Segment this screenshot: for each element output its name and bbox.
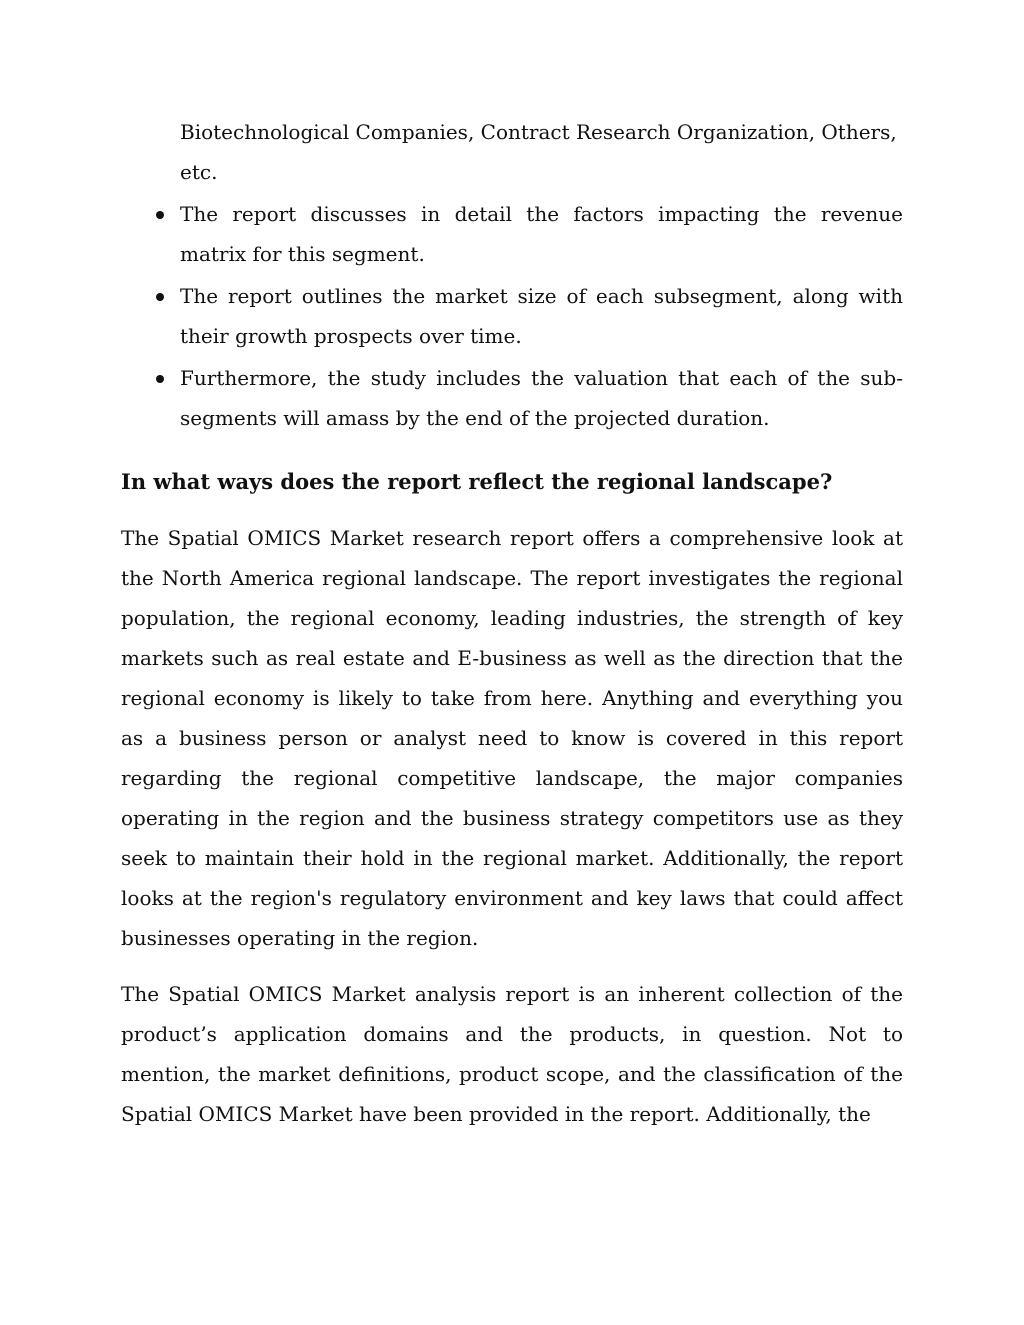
- document-page: [121, 112, 903, 1134]
- list-item: [121, 358, 903, 438]
- bullet-list: [121, 194, 903, 438]
- paragraph-regional-landscape: The Spatial OMICS Market research report offers a comprehensive look at the North America regional landscape. The report investigates the regional population, the regional economy, leading industries, the strength of key markets such as real estate and E-business as well as the direction that the regional economy is likely to take from here. Anything and everything you as a business person or analyst need to know is covered in this report regarding the regional competitive landscape, the major companies operating in the region and the business strategy competitors use as they seek to maintain their hold in the regional market. Additionally, the report looks at the region's regulatory environment and key laws that could affect businesses operating in the region.: [121, 526, 903, 950]
- section-heading: In what ways does the report reflect the regional landscape?: [121, 469, 833, 494]
- list-item-text: The report discusses in detail the factors impacting the revenue matrix for this segment.: [180, 202, 903, 266]
- list-item: [121, 276, 903, 356]
- list-item-text: Furthermore, the study includes the valuation that each of the sub-segments will amass by the end of the projected duration.: [180, 366, 903, 430]
- bullet-icon: [156, 211, 164, 219]
- list-item-text: The report outlines the market size of each subsegment, along with their growth prospects over time.: [180, 284, 903, 348]
- paragraph-market-analysis: The Spatial OMICS Market analysis report is an inherent collection of the product’s application domains and the products, in question. Not to mention, the market definitions, product scope, and the classification of the Spatial OMICS Market have been provided in the report. Additionally, the: [121, 982, 903, 1126]
- list-item: [121, 194, 903, 274]
- bullet-icon: [156, 375, 164, 383]
- continued-list-text: Biotechnological Companies, Contract Research Organization, Others, etc.: [180, 120, 897, 184]
- bullet-icon: [156, 293, 164, 301]
